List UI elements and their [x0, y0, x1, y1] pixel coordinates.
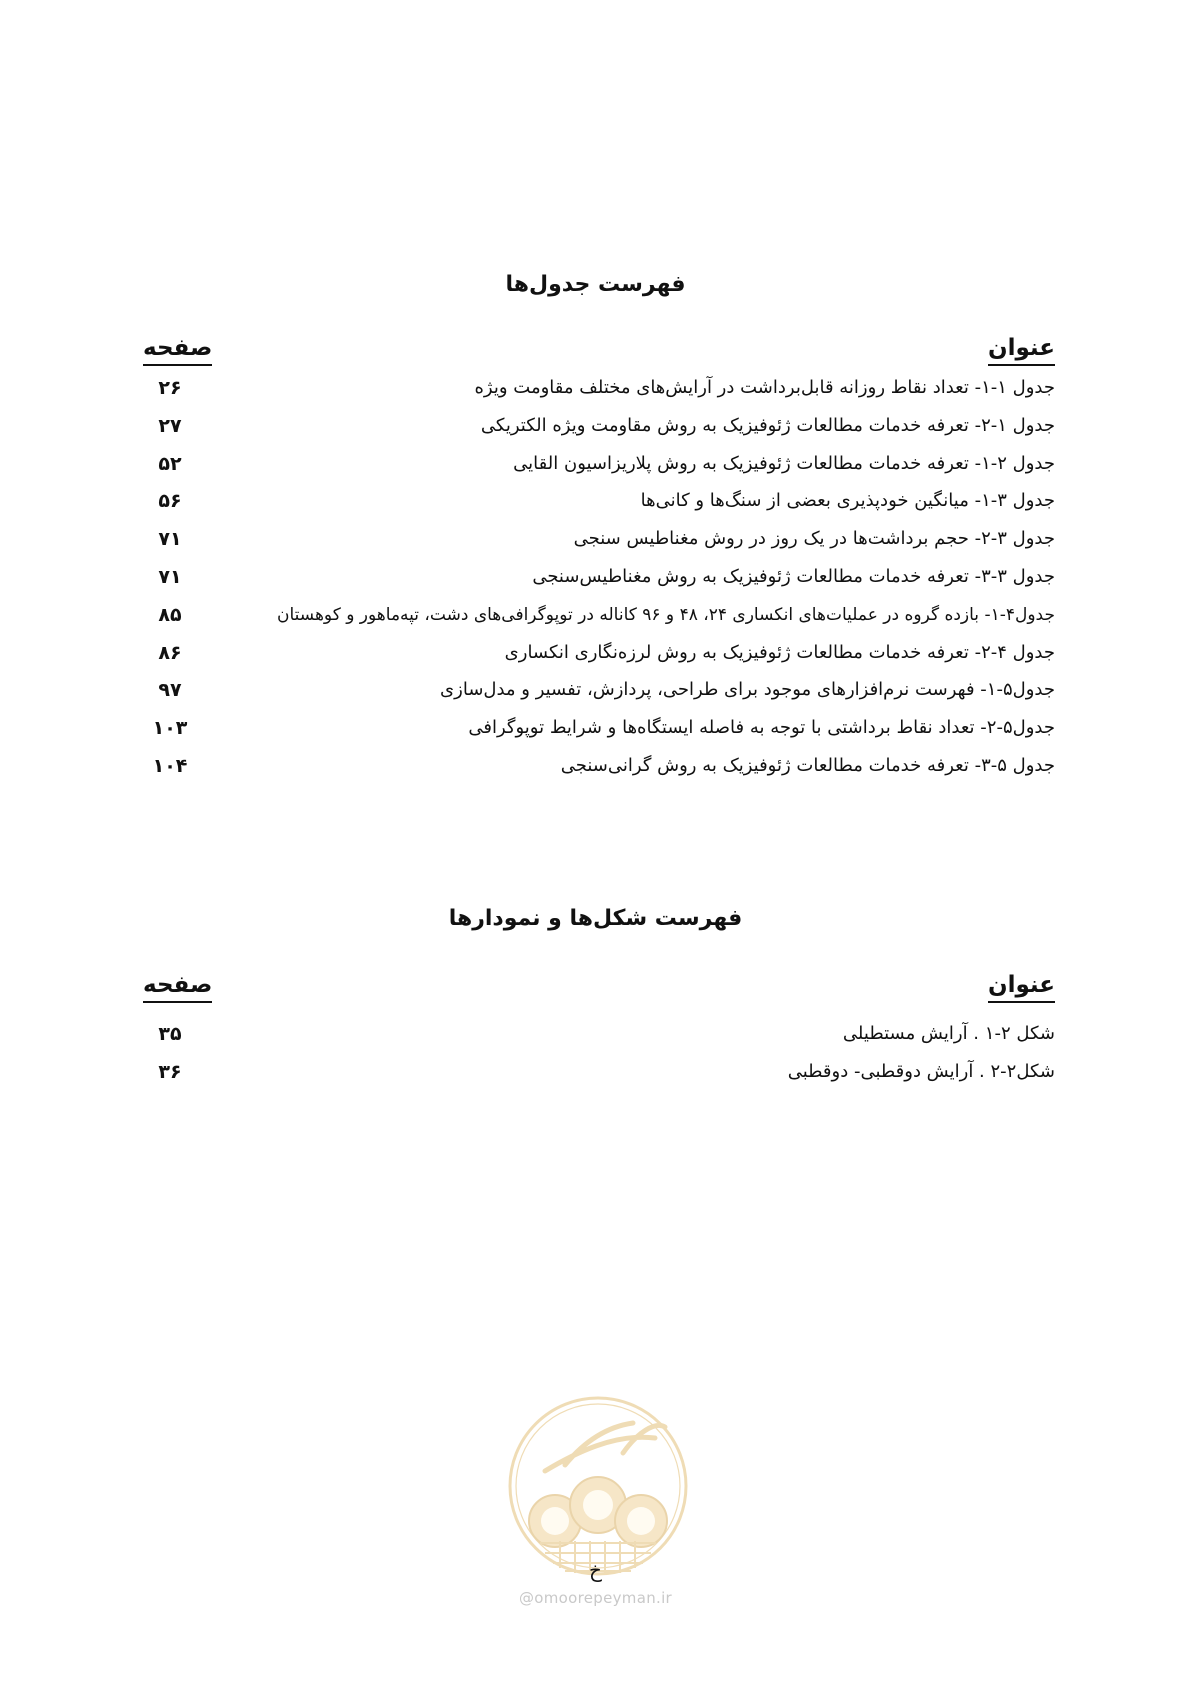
tables-title-column-header: عنوان	[988, 333, 1055, 366]
entry-page-number: ۲۷	[158, 414, 182, 437]
entry-page-number: ۳۵	[158, 1023, 182, 1045]
list-item[interactable]	[0, 713, 1191, 751]
list-item[interactable]	[0, 373, 1191, 411]
entry-page-number: ۲۶	[158, 377, 182, 399]
tables-list	[0, 373, 1191, 789]
entry-title: جدول ۲-۱- تعرفه خدمات مطالعات ژئوفیزیک به روش پلاریزاسیون القایی	[513, 452, 1055, 474]
entry-page-number: ۷۱	[158, 565, 182, 588]
list-item[interactable]	[0, 600, 1191, 638]
entry-title: جدول۵-۲- تعداد نقاط برداشتی با توجه به فاصله ایستگاه‌ها و شرایط توپوگرافی	[468, 717, 1055, 739]
entry-title: جدول ۳-۲- حجم برداشت‌ها در یک روز در روش مغناطیس سنجی	[573, 528, 1055, 550]
watermark-url: @omoorepeyman.ir	[518, 1589, 673, 1607]
page-number: خ	[589, 1558, 602, 1582]
entry-title: جدول ۳-۱- میانگین خودپذیری بعضی از سنگ‌ها و کانی‌ها	[640, 490, 1055, 512]
entry-title: جدول۵-۱- فهرست نرم‌افزارهای موجود برای طراحی، پردازش، تفسیر و مدل‌سازی	[440, 679, 1055, 701]
figures-list-heading: فهرست شکل‌ها و نمودارها	[448, 906, 743, 931]
list-item[interactable]	[0, 1019, 1191, 1057]
entry-page-number: ۷۱	[158, 528, 182, 551]
tables-list-heading: فهرست جدول‌ها	[505, 272, 686, 297]
entry-title: شکل۲-۲ . آرایش دوقطبی- دوقطبی	[787, 1061, 1055, 1082]
entry-page-number: ۵۶	[158, 490, 182, 513]
entry-page-number: ۱۰۳	[152, 717, 188, 740]
list-item[interactable]	[0, 1057, 1191, 1095]
figures-page-column-header: صفحه	[143, 970, 212, 1003]
figures-list	[0, 1019, 1191, 1095]
entry-title: جدول ۱-۱- تعداد نقاط روزانه قابل‌برداشت در آرایش‌های مختلف مقاومت ویژه	[474, 377, 1055, 398]
list-item[interactable]	[0, 449, 1191, 487]
entry-page-number: ۳۶	[158, 1061, 182, 1083]
entry-page-number: ۸۶	[158, 641, 182, 664]
list-item[interactable]	[0, 675, 1191, 713]
list-item[interactable]	[0, 524, 1191, 562]
entry-page-number: ۹۷	[158, 679, 182, 702]
entry-title: جدول ۵-۳- تعرفه خدمات مطالعات ژئوفیزیک به روش گرانی‌سنجی	[560, 754, 1055, 776]
entry-title: جدول۴-۱- بازده گروه در عملیات‌های انکساری ۲۴، ۴۸ و ۹۶ کاناله در توپوگرافی‌های دشت، تپه‌ماهور و کوهستان	[276, 604, 1055, 625]
figures-title-column-header: عنوان	[988, 970, 1055, 1003]
list-item[interactable]	[0, 486, 1191, 524]
entry-page-number: ۵۲	[158, 452, 182, 475]
entry-title: جدول ۱-۲- تعرفه خدمات مطالعات ژئوفیزیک به روش مقاومت ویژه الکتریکی	[480, 414, 1055, 436]
entry-title: جدول ۴-۲- تعرفه خدمات مطالعات ژئوفیزیک به روش لرزه‌نگاری انکساری	[504, 641, 1055, 663]
tables-page-column-header: صفحه	[143, 333, 212, 366]
list-item[interactable]	[0, 411, 1191, 449]
entry-title: جدول ۳-۳- تعرفه خدمات مطالعات ژئوفیزیک به روش مغناطیس‌سنجی	[532, 565, 1055, 587]
list-item[interactable]	[0, 562, 1191, 600]
list-item[interactable]	[0, 638, 1191, 676]
list-item[interactable]	[0, 751, 1191, 789]
entry-page-number: ۱۰۴	[152, 754, 188, 777]
entry-title: شکل ۲-۱ . آرایش مستطیلی	[842, 1023, 1055, 1044]
entry-page-number: ۸۵	[158, 603, 182, 626]
